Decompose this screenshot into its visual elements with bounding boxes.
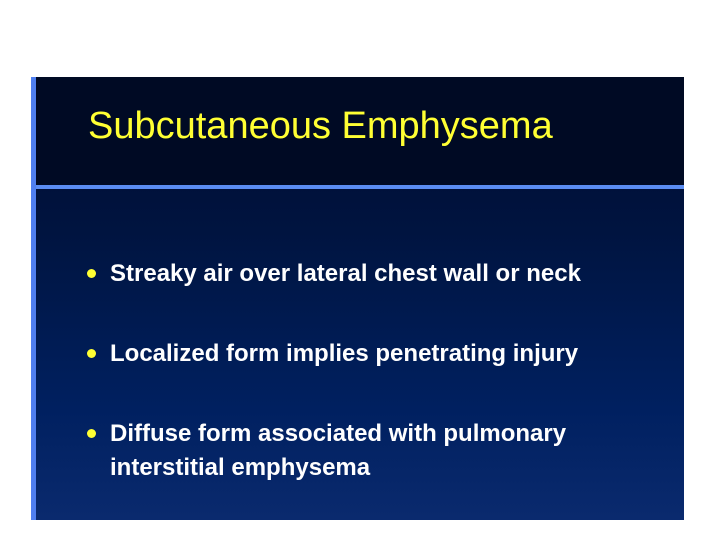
bullet-text: Localized form implies penetrating injury xyxy=(110,340,579,367)
slide-title: Subcutaneous Emphysema xyxy=(88,105,553,147)
title-area xyxy=(36,77,684,185)
round-bullet-icon xyxy=(87,349,96,358)
title-divider xyxy=(36,185,684,189)
bullet-text: Diffuse form associated with pulmonary interstitial emphysema xyxy=(110,420,567,481)
slide xyxy=(31,77,684,520)
bullet-text: Streaky air over lateral chest wall or neck xyxy=(110,260,581,287)
round-bullet-icon xyxy=(87,269,96,278)
round-bullet-icon xyxy=(87,429,96,438)
